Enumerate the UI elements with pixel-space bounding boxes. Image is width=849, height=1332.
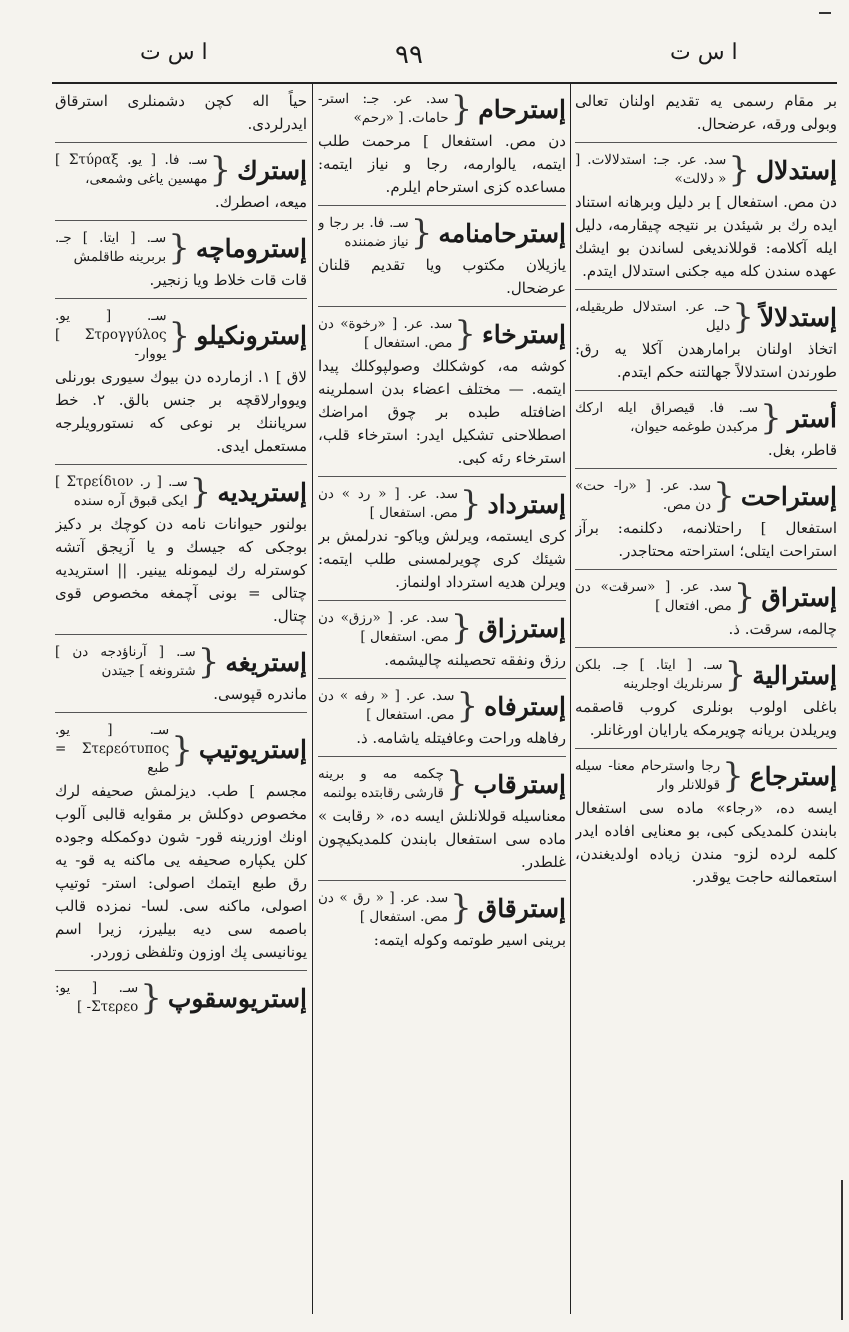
etymology-note: سـ. [ ر. Στρείδιον ] ايكى قبوق آره سنده bbox=[55, 474, 188, 509]
brace-glyph: { bbox=[446, 764, 468, 804]
dictionary-entry bbox=[55, 90, 307, 143]
dictionary-entry bbox=[55, 643, 307, 713]
entry-head bbox=[318, 609, 566, 647]
headword: إسترداد bbox=[487, 489, 566, 519]
dictionary-entry bbox=[575, 757, 837, 895]
dictionary-entry bbox=[575, 477, 837, 570]
entry-head bbox=[55, 307, 307, 364]
column-divider-right bbox=[570, 84, 571, 1314]
headword: إستراق bbox=[761, 582, 837, 612]
definition-text: لاق ] ١. ازمارده دن بيوك سيورى بورنلى ويووارلاقچه بر جنس بالق. ٢. خط سرياننك بر نوعى كه نستورويلرجه مستعمل ايدى. bbox=[55, 368, 307, 455]
brace-glyph: { bbox=[168, 228, 190, 268]
headword: إستريديه bbox=[217, 477, 307, 507]
entry-head bbox=[55, 721, 307, 778]
entry-head bbox=[55, 643, 307, 681]
dictionary-entry bbox=[575, 151, 837, 290]
definition-text: برينى اسير طوتمه وكوله ايتمه: bbox=[373, 931, 566, 949]
entry-head bbox=[55, 151, 307, 189]
dictionary-entry bbox=[318, 889, 566, 958]
headword: إسترقاق bbox=[477, 893, 566, 923]
entry-head bbox=[318, 485, 566, 523]
dictionary-entry bbox=[575, 90, 837, 143]
etymology-note: سـ. [ يو: Στερεο- ] bbox=[55, 980, 139, 1015]
definition-text: رزق ونفقه تحصيلنه چاليشمه. bbox=[384, 651, 566, 669]
entry-head bbox=[318, 214, 566, 252]
brace-glyph: { bbox=[450, 608, 473, 648]
entry-head bbox=[575, 399, 837, 437]
brace-glyph: { bbox=[456, 686, 479, 726]
headword: إستراحت bbox=[740, 481, 837, 511]
definition-text: بولنور حيوانات نامه دن كوچك بر دكيز بوجكى كه جيسك و يا آزيجق آتشه كوسترله رك ليمونله يينير. || استريديه چتالى = بونى آچمغه مخصوص قوى چتال. bbox=[55, 515, 307, 625]
etymology-note: رجا واسترحام معنا- سيله قوللانلر وار bbox=[575, 758, 721, 793]
etymology-note: سـ. فا. بر رجا و نياز ضمننده bbox=[318, 215, 409, 250]
corner-mark bbox=[819, 12, 831, 14]
entry-head bbox=[55, 229, 307, 267]
brace-glyph: { bbox=[197, 642, 220, 682]
headword: إسترفاه bbox=[484, 691, 566, 721]
brace-glyph: { bbox=[410, 213, 433, 253]
dictionary-entry bbox=[55, 229, 307, 299]
definition-text: دن مص. استفعال ] بر دليل وبرهانه استناد ايده رك بر شيئدن بر نتيجه چيقارمه، دليل ايله آكلامه: قوللانديغى لساندن بو ايشك عهده سندن كله ميه جكنى استدلال ايتدم. bbox=[575, 193, 837, 280]
headword: إسترقاب bbox=[473, 769, 566, 799]
dictionary-entry bbox=[55, 721, 307, 971]
headword: إسترزاق bbox=[478, 613, 566, 643]
dictionary-entry bbox=[318, 214, 566, 307]
definition-text: بر مقام رسمى يه تقديم اولنان تعالى وبولى ورقه، عرضحال. bbox=[575, 92, 837, 133]
definition-text: ايسه ده، «رجاء» ماده سى استفعال بابندن كلمديكى كبى، بو معنايى افاده ايدر كلمه لرده لزو- مندن زياده اولديغندن، استعمالنه حاجت يوقدر. bbox=[575, 799, 837, 886]
column-center bbox=[318, 90, 566, 1310]
brace-glyph: { bbox=[728, 150, 751, 190]
entry-head bbox=[575, 757, 837, 795]
etymology-note: سد. عر. [ « رد » دن مص. استفعال ] bbox=[318, 486, 458, 521]
entry-head bbox=[318, 90, 566, 128]
entry-head bbox=[55, 473, 307, 511]
entry-head bbox=[318, 889, 566, 927]
etymology-note: سـ. [ يو. Στρογγύλος ] يووار- bbox=[55, 308, 167, 362]
dictionary-entry bbox=[318, 687, 566, 757]
headword: إستريوتيپ bbox=[198, 735, 307, 764]
dictionary-entry bbox=[55, 979, 307, 1025]
brace-glyph: { bbox=[454, 314, 476, 354]
dictionary-entry bbox=[575, 298, 837, 391]
etymology-note: سـ. [ ايتا. ] جـ. بربرينه طاقلمش bbox=[55, 230, 167, 265]
definition-text: باغلى اولوب بونلرى كروب قاصقمه ويريلدن بريانه چويرمكه يارايان اورغانلر. bbox=[575, 698, 837, 739]
header-left-letters: ا س ت bbox=[140, 40, 208, 65]
etymology-note: سد. عر. جـ: استدلالات. [ « دلالت» bbox=[575, 152, 727, 187]
brace-glyph: { bbox=[450, 90, 473, 129]
entry-head bbox=[318, 765, 566, 803]
etymology-note: سد. عر. [ «رزق» دن مص. استفعال ] bbox=[318, 610, 449, 645]
dictionary-entry bbox=[55, 473, 307, 635]
etymology-note: سد. عر. [ « رفه » دن مص. استفعال ] bbox=[318, 688, 455, 723]
etymology-note: سـ. فا. قيصراق ايله اركك مركبدن طوغمه حيوان، bbox=[575, 400, 759, 435]
brace-glyph: { bbox=[140, 978, 162, 1018]
dictionary-entry bbox=[318, 765, 566, 881]
page-number: ٩٩ bbox=[395, 40, 423, 70]
brace-glyph: { bbox=[733, 577, 756, 617]
definition-text: رفاهله وراحت وعافيتله ياشامه. ذ. bbox=[356, 729, 566, 747]
column-right bbox=[575, 90, 837, 1310]
etymology-note: سـ. [ ايتا. ] جـ. بلكن سرنلريك اوجلرينه bbox=[575, 657, 723, 692]
definition-text: قات قات خلاط ويا زنجير. bbox=[149, 271, 307, 289]
etymology-note: چكمه مه و برينه قارشى رقابتده بولنمه bbox=[318, 766, 445, 801]
header-rule bbox=[52, 82, 837, 84]
definition-text: استفعال ] راحتلانمه، دكلنمه: برآز استراحت ايتلى؛ استراحته محتاجدر. bbox=[575, 519, 837, 560]
dictionary-entry bbox=[318, 315, 566, 477]
brace-glyph: { bbox=[171, 729, 193, 770]
definition-text: معناسيله قوللانلش ايسه ده، « رقابت » ماده سى استفعال بابندن كلمديكيچون غلطدر. bbox=[318, 807, 566, 871]
brace-glyph: { bbox=[722, 756, 744, 796]
entry-head bbox=[318, 687, 566, 725]
etymology-note: سـ. [ يو. Στερεότυπος = طبع bbox=[55, 722, 170, 776]
entry-head bbox=[55, 979, 307, 1017]
brace-glyph: { bbox=[459, 484, 482, 524]
brace-glyph: { bbox=[168, 315, 191, 356]
dictionary-entry bbox=[318, 90, 566, 206]
etymology-note: سد. عر. [ « رق » دن مص. استفعال ] bbox=[318, 890, 449, 925]
definition-text: كوشه مه، كوشكلك وصولپوكلك پيدا ايتمه. — مختلف اعضاء بدن اسملرينه اضافتله طبده بر چوق امراضك اصطلاحنى تشكيل ايدر: استرخاء قلب، استرخاء رئه كبى. bbox=[318, 357, 566, 467]
dictionary-entry bbox=[55, 307, 307, 465]
definition-text: دن مص. استفعال ] مرحمت طلب ايتمه، يالوارمه، رجا و نياز ايتمه: مساعده كزى استرحام ايلرم. bbox=[318, 132, 566, 196]
headword: إسترجاع bbox=[749, 761, 837, 791]
dictionary-entry bbox=[575, 656, 837, 749]
headword: إسترحامنامه bbox=[438, 218, 566, 248]
brace-glyph: { bbox=[713, 476, 735, 516]
entry-head bbox=[575, 298, 837, 336]
column-divider-left bbox=[312, 84, 313, 1314]
etymology-note: حـ. عر. استدلال طريقيله، دليل bbox=[575, 299, 731, 334]
dictionary-entry bbox=[318, 485, 566, 601]
definition-text: يازيلان مكتوب ويا تقديم قلنان عرضحال. bbox=[318, 256, 566, 297]
dictionary-entry bbox=[575, 399, 837, 469]
definition-text: ميعه، اصطرك. bbox=[214, 193, 307, 211]
etymology-note: سـ. [ آرناؤدجه دن ] شترونغه ] جيتدن bbox=[55, 644, 196, 679]
headword: إسترحام bbox=[478, 94, 566, 124]
brace-glyph: { bbox=[189, 472, 212, 512]
headword: أستر bbox=[787, 403, 837, 433]
entry-head bbox=[318, 315, 566, 353]
headword: إسترالية bbox=[752, 660, 837, 690]
etymology-note: سـ. فا. [ يو. Στύραξ ] مهسين ياغى وشمعى، bbox=[55, 152, 208, 187]
headword: إستروماچه bbox=[195, 233, 307, 263]
definition-text: حياً اله كچن دشمنلرى استرقاق ايدرلردى. bbox=[55, 92, 307, 133]
definition-text: ماندره قپوسى. bbox=[213, 685, 307, 703]
brace-glyph: { bbox=[450, 888, 472, 928]
definition-text: قاطر، بغل. bbox=[767, 441, 837, 459]
etymology-note: سد. عر. [ «سرقت» دن مص. افتعال ] bbox=[575, 579, 732, 614]
edge-mark bbox=[841, 1180, 843, 1320]
dictionary-entry bbox=[318, 609, 566, 679]
brace-glyph: { bbox=[760, 398, 782, 438]
etymology-note: سد. عر. [ «را- حت» دن مص. bbox=[575, 478, 712, 513]
headword: إسترونكيلو bbox=[196, 321, 307, 350]
entry-head bbox=[575, 477, 837, 515]
etymology-note: سد. عر. [ «رخوة» دن مص. استفعال ] bbox=[318, 316, 453, 351]
entry-head bbox=[575, 578, 837, 616]
headword: إستريوسقوپ bbox=[167, 983, 307, 1013]
brace-glyph: { bbox=[732, 297, 754, 337]
headword: إستدلالاً bbox=[759, 302, 837, 332]
etymology-note: سد. عر. جـ: استر- حامات. [ «رحم» bbox=[318, 91, 449, 126]
brace-glyph: { bbox=[724, 655, 747, 695]
headword: إستريغه bbox=[225, 647, 307, 677]
column-left bbox=[55, 90, 307, 1310]
brace-glyph: { bbox=[209, 150, 232, 190]
definition-text: اتخاذ اولنان برامارهدن آكلا يه رق: طورندن استدلالاً جهالتنه حكم ايتدم. bbox=[575, 340, 837, 381]
dictionary-entry bbox=[55, 151, 307, 221]
definition-text: مجسم ] طب. ديزلمش صحيفه لرك مخصوص دوكلش بر مقوايه قالبى آلوب اونك اوزرينه قور- شون دوكمكله وجوده كلن يكپاره صحيفه يى ماكنه يه قو- يه رق طبع ايتمك اصولى: استر- ئوتيپ اصولى، ماكنه سى. لسا- نمزده قالب باصمه سى ديه بيليرز، زيرا اسم يونانيسى پك اوزون وتلفظى زوردر. bbox=[55, 782, 307, 961]
entry-head bbox=[575, 656, 837, 694]
definition-text: چالمه، سرقت. ذ. bbox=[728, 620, 837, 638]
headword: إستدلال bbox=[756, 155, 837, 185]
header-right-letters: ا س ت bbox=[670, 40, 738, 65]
headword: إسترخاء bbox=[481, 319, 566, 349]
dictionary-entry bbox=[575, 578, 837, 648]
definition-text: كرى ايستمه، ويرلش وياكو- ندرلمش بر شيئك كرى چويرلمسنى طلب ايتمه: ويرلن هديه استرداد اولنماز. bbox=[318, 527, 566, 591]
entry-head bbox=[575, 151, 837, 189]
headword: إسترك bbox=[237, 155, 307, 185]
